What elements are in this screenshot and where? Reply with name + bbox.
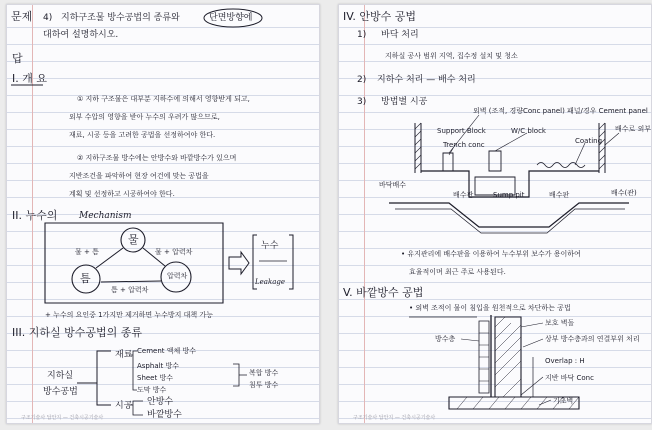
s3-composite-line-2: 침투 방수 <box>249 381 279 389</box>
mech-node-left: 틈 <box>80 272 91 285</box>
s3-material-label: 재료 <box>115 350 133 360</box>
s1-p2-line-2: 지반조건을 파악하여 현장 여건에 맞는 공법을 <box>69 172 209 180</box>
exterior-wall-hatch <box>495 317 521 397</box>
tree-composite-bracket <box>233 364 247 386</box>
question-line-1: 지하구조물 방수공법의 종류와 <box>61 13 180 23</box>
right-wall-hatch <box>599 123 605 169</box>
section-4-title: IV. 안방수 공법 <box>343 10 416 23</box>
s4-3-title: 방법별 시공 <box>381 97 428 107</box>
diagram-label-wall-block: W/C block <box>511 127 546 135</box>
s4-1-desc: 지하실 공사 범위 지역, 집수정 설치 및 청소 <box>385 52 518 60</box>
footer-right: 구조기술사 답안지 — 건축시공기술사 <box>353 415 436 421</box>
left-wall-hatch <box>415 123 421 169</box>
footing-hatch <box>457 397 579 409</box>
s5-label-membrane: 방수층 <box>435 335 456 343</box>
diagram-label-top: 외벽 (조적, 경량Conc panel) 패널/경우 Cement panel <box>473 107 648 115</box>
diagram-label-sump: Sump pit <box>493 191 525 199</box>
mechanism-box <box>45 223 223 303</box>
diagram-label-drain-mat: 배수판 <box>549 191 570 199</box>
s4-note-line-1: • 유지관리에 배수판을 이용하여 누수부위 보수가 용이하여 <box>401 250 581 258</box>
s4-1-number: 1) <box>357 30 367 40</box>
s4-note-line-2: 효율적이며 최근 주로 사용된다. <box>409 268 506 276</box>
s1-p1-line-1: ① 지하 구조물은 대부분 지하수에 의해서 영향받게 되고, <box>77 95 250 103</box>
s3-material-1: Asphalt 방수 <box>137 362 180 370</box>
s1-p2-line-3: 계획 및 선정하고 시공하여야 한다. <box>69 190 175 198</box>
question-circle-mark <box>204 9 262 27</box>
section-2-mechanism: Mechanism <box>79 211 132 221</box>
mech-node-right: 압력차 <box>167 272 188 280</box>
s3-method-1: 바깥방수 <box>147 410 182 420</box>
s3-method-label: 시공 <box>115 401 133 411</box>
right-page-drawings <box>339 5 651 423</box>
section-1-title: I. 개 요 <box>12 72 47 85</box>
s5-label-base: 지반 바닥 Conc <box>545 374 594 382</box>
s4-2-title: 지하수 처리 — 배수 처리 <box>377 75 476 85</box>
question-label: 문제 <box>11 10 33 23</box>
diagram-label-trench: Trench conc <box>443 141 485 149</box>
s5-label-protect: 보호 벽돌 <box>545 319 575 327</box>
s5-desc: • 외벽 조적이 물이 침입을 원천적으로 차단하는 공법 <box>409 304 571 312</box>
mech-result-bottom: Leakage <box>255 278 286 286</box>
s2-note: + 누수의 요인중 1가지만 제거하면 누수방지 대책 가능 <box>45 311 213 319</box>
s3-method-0: 안방수 <box>147 397 174 407</box>
s4-1-title: 바닥 처리 <box>381 30 419 40</box>
diagram-label-outer-gutter: 배수로 외부 <box>615 125 652 133</box>
support-block <box>443 153 453 171</box>
mech-arrow <box>229 252 249 274</box>
s3-root-line-1: 지하실 <box>47 371 74 381</box>
mech-edge-top-left: 물 + 틈 <box>75 248 99 256</box>
left-page <box>6 4 320 424</box>
mech-node-top: 물 <box>128 233 139 246</box>
diagram-leader-lines <box>449 115 619 165</box>
base-slab <box>389 203 629 227</box>
tree-material-connector <box>129 351 137 390</box>
mech-circle-top <box>121 228 145 252</box>
answer-label: 답 <box>12 52 23 65</box>
question-circled-text: 단면방향에 <box>209 13 253 23</box>
s5-label-bottom: 기초벽 <box>553 397 574 405</box>
right-page <box>338 4 652 424</box>
s3-material-3: 도막 방수 <box>137 386 167 394</box>
mech-result-top: 누수 <box>261 241 279 251</box>
section-2-title: II. 누수의 <box>12 209 58 222</box>
mech-line-bottom <box>101 281 161 282</box>
mech-edge-top-right: 물 + 압력차 <box>155 248 193 256</box>
footer-left: 구조기술사 답안지 — 건축시공기술사 <box>21 415 104 421</box>
question-number: 4) <box>43 13 53 23</box>
s3-material-2: Sheet 방수 <box>137 374 173 382</box>
section-5-title: V. 바깥방수 공법 <box>343 286 424 299</box>
mech-edge-bottom: 틈 + 압력차 <box>111 286 149 294</box>
mech-line-top-right <box>143 248 165 266</box>
s3-composite-line-1: 복합 방수 <box>249 369 279 377</box>
protect-brick-joints <box>479 333 489 381</box>
s1-p1-line-2: 외부 수압의 영향을 받아 누수의 우려가 많으므로, <box>69 113 220 121</box>
drain-mat-wave <box>537 163 585 168</box>
s4-2-number: 2) <box>357 75 367 85</box>
mech-circle-left <box>72 265 100 293</box>
s1-p2-line-1: ② 지하구조물 방수에는 안방수와 바깥방수가 있으며 <box>77 154 237 162</box>
mech-circle-right <box>161 262 191 292</box>
diagram-label-bottom-right: 배수(관) <box>611 189 637 197</box>
wall-block <box>489 151 501 171</box>
mech-result-bracket <box>253 235 293 289</box>
diagram-label-coating: Coating <box>575 137 603 145</box>
floor-slab <box>421 171 599 197</box>
s4-3-number: 3) <box>357 97 367 107</box>
diagram-label-bottom-left: 바닥배수 <box>379 181 407 189</box>
s3-material-0: Cement 액체 방수 <box>137 347 196 355</box>
tree-root-connector <box>77 351 111 405</box>
footing <box>449 397 579 409</box>
diagram-label-drain-pipe: 배수관 <box>453 191 474 199</box>
s3-root-line-2: 방수공법 <box>43 387 78 397</box>
question-line-2: 대하여 설명하시오. <box>43 30 119 40</box>
sump-pit <box>475 177 515 195</box>
s5-label-overlap: Overlap : H <box>545 357 585 365</box>
mech-line-top-left <box>96 248 123 268</box>
base-slab-inner <box>395 209 625 233</box>
section-3-title: III. 지하실 방수공법의 종류 <box>12 326 142 339</box>
diagram-label-support-block: Support Block <box>437 127 486 135</box>
s5-label-join: 상부 방수층과의 연결부위 처리 <box>545 335 640 343</box>
s1-p1-line-3: 재료, 시공 등을 고려한 공법을 선정하여야 한다. <box>69 131 216 139</box>
tree-method-connector <box>129 401 143 415</box>
left-page-drawings <box>7 5 319 423</box>
